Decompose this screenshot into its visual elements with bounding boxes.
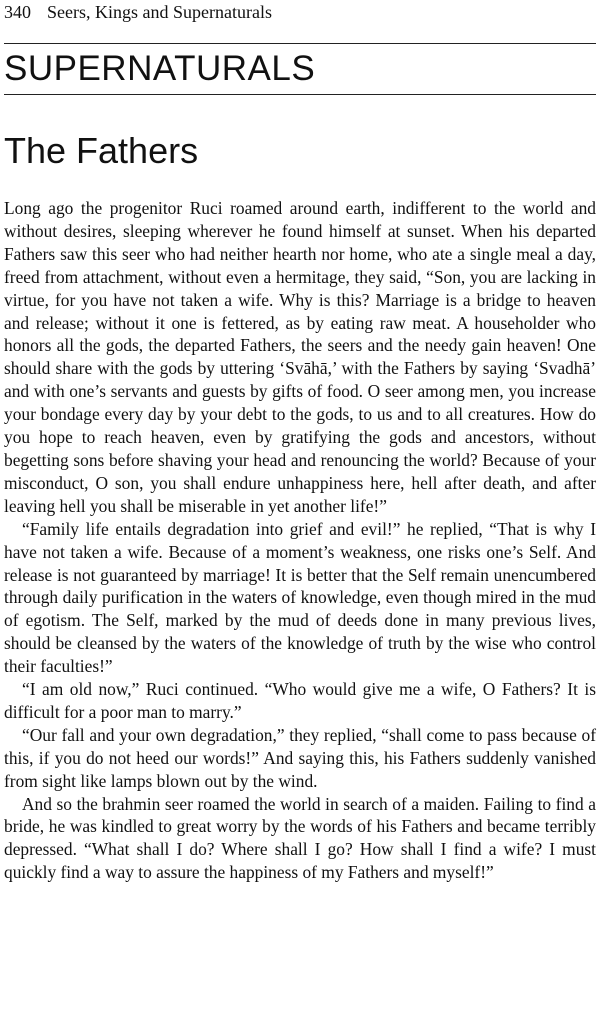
page-number: 340 — [4, 2, 31, 22]
body-text — [4, 197, 596, 884]
section-title: SUPERNATURALS — [4, 49, 316, 88]
running-title: Seers, Kings and Supernaturals — [47, 2, 272, 22]
paragraph: “Family life entails degradation into grief and evil!” he replied, “That is why I have not taken a wife. Because of a moment’s weakness, one risks one’s Self. And release is not guaranteed by marriage! It is better that the Self remain unencumbered through daily purification in the waters of knowledge, even though mired in the mud of egotism. The Self, marked by the mud of deeds done in many previous lives, should be cleansed by the waters of the knowledge of truth by the wise who control their faculties!” — [4, 518, 596, 677]
paragraph: Long ago the progenitor Ruci roamed around earth, indifferent to the world and without desires, sleeping wherever he found himself at sunset. When his departed Fathers saw this seer who had neither hearth nor home, who ate a single meal a day, freed from attachment, without even a hermitage, they said, “Son, you are lacking in virtue, for you have not taken a wife. Why is this? Marriage is a bridge to heaven and release; without it one is fettered, as by eating raw meat. A householder who honors all the gods, the departed Fathers, the seers and the needy gain heaven! One should share with the gods by uttering ‘Svāhā,’ with the Fathers by saying ‘Svadhā’ and with one’s servants and guests by gifts of food. O seer among men, you increase your bondage every day by your debt to the gods, to us and to all creatures. How do you hope to reach heaven, even by gratifying the gods and ancestors, without begetting sons before shaving your head and renouncing the world? Because of your misconduct, O son, you shall endure unhappiness here, hell after death, and after leaving hell you shall be miserable in yet another life!” — [4, 198, 596, 516]
section-rule — [4, 94, 596, 95]
paragraph: “Our fall and your own degradation,” they replied, “shall come to pass because of this, if you do not heed our words!” And saying this, his Fathers suddenly vanished from sight like lamps blown out by the wind. — [4, 724, 596, 791]
header-rule — [4, 43, 596, 44]
chapter-title: The Fathers — [4, 130, 199, 171]
paragraph: And so the brahmin seer roamed the world in search of a maiden. Failing to find a bride, he was kindled to great worry by the words of his Fathers and became terribly depressed. “What shall I do? Where shall I go? How shall I find a wife? I must quickly find a way to assure the happiness of my Fathers and myself!” — [4, 793, 596, 883]
running-header — [4, 1, 272, 23]
paragraph: “I am old now,” Ruci continued. “Who would give me a wife, O Fathers? It is difficult for a poor man to marry.” — [4, 679, 596, 722]
